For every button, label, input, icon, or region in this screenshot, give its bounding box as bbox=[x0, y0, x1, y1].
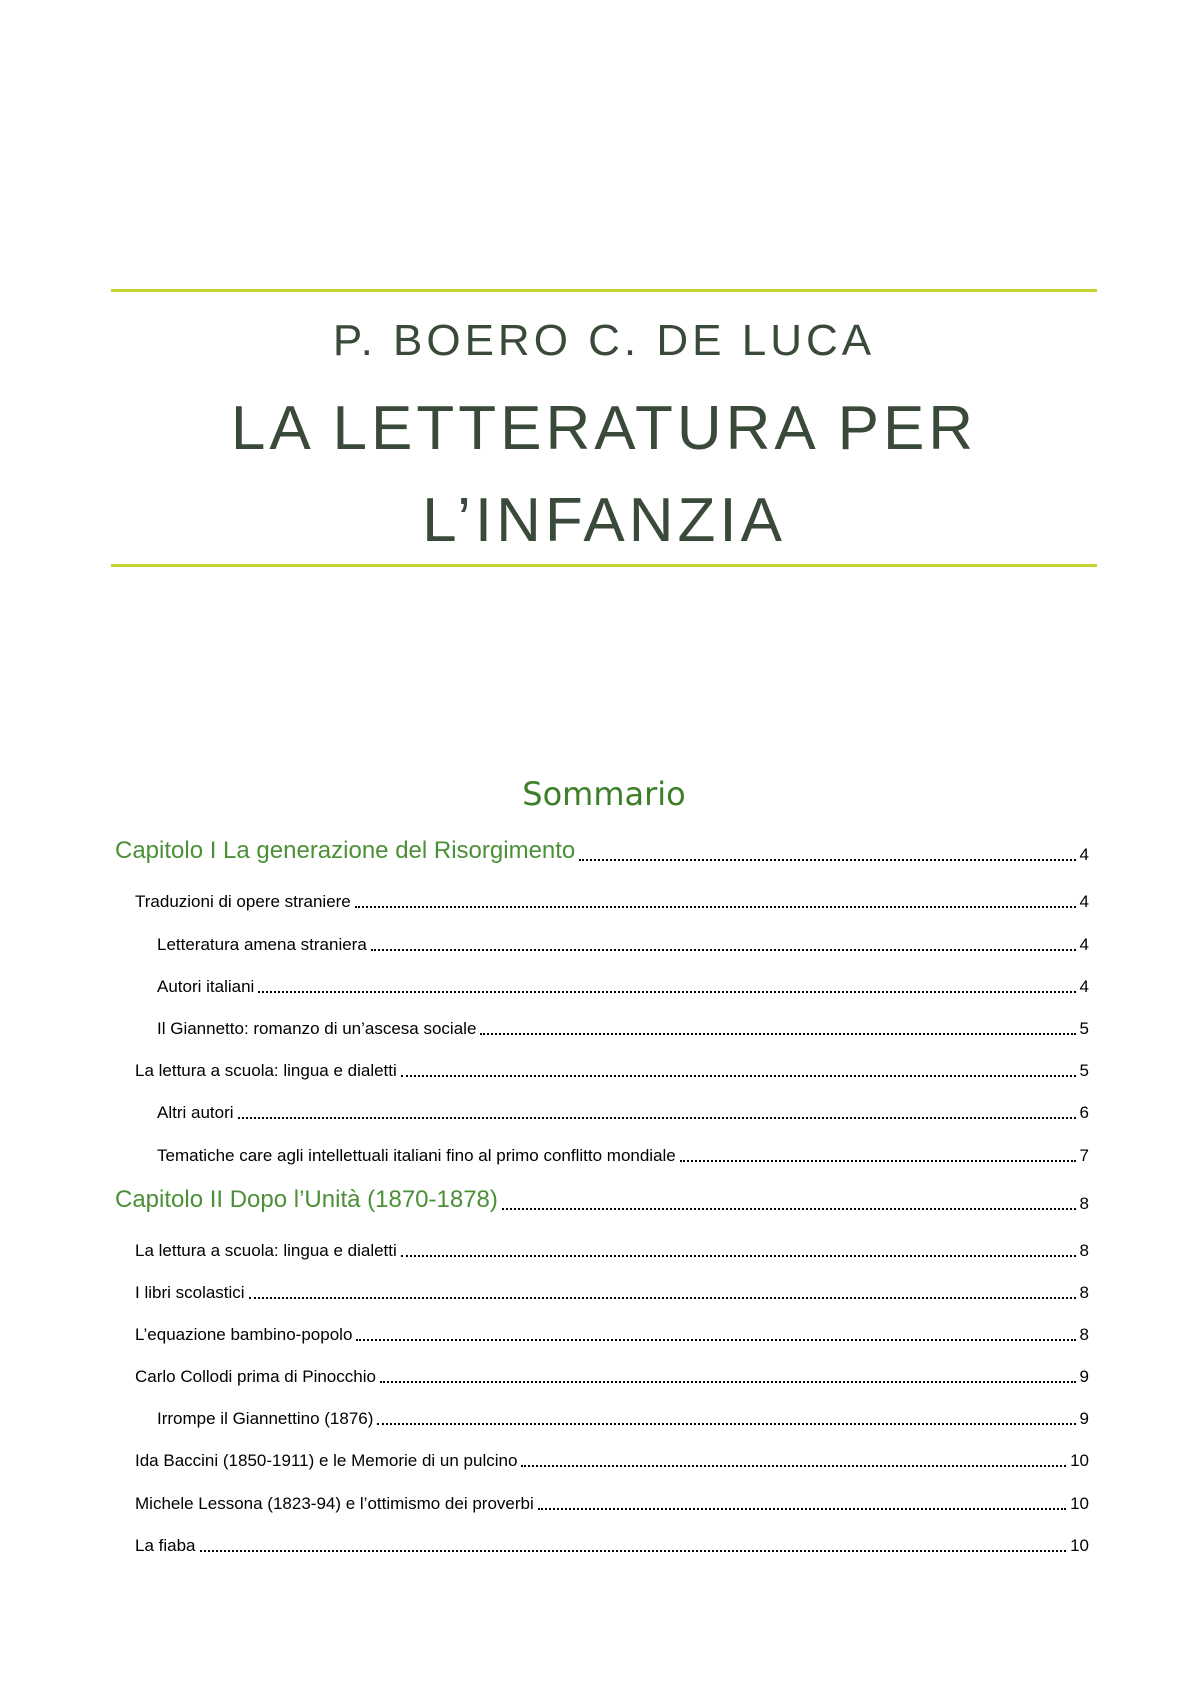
toc-entry[interactable] bbox=[0, 1052, 1200, 1082]
toc-entry-page-number: 8 bbox=[1079, 1283, 1089, 1302]
toc-leader-dots bbox=[200, 1550, 1066, 1552]
toc-entry[interactable] bbox=[0, 1094, 1200, 1124]
toc-heading: Sommario bbox=[522, 775, 686, 813]
toc-entry-label: Letteratura amena straniera bbox=[157, 935, 367, 954]
toc-entry-page-number: 10 bbox=[1070, 1536, 1089, 1555]
toc-entry-label: Carlo Collodi prima di Pinocchio bbox=[135, 1367, 376, 1386]
toc-entry-page-number: 4 bbox=[1079, 935, 1089, 954]
toc-entry-label: Traduzioni di opere straniere bbox=[135, 892, 351, 911]
toc-leader-dots bbox=[401, 1075, 1076, 1077]
toc-entry[interactable] bbox=[0, 1358, 1200, 1388]
title-line-1: LA LETTERATURA PER bbox=[230, 394, 978, 463]
toc-entry[interactable] bbox=[0, 1232, 1200, 1262]
toc-entry-page-number: 9 bbox=[1079, 1367, 1089, 1386]
authors: P. BOERO C. DE LUCA bbox=[332, 316, 876, 365]
toc-entry[interactable] bbox=[0, 1137, 1200, 1167]
toc-entry-page-number: 5 bbox=[1079, 1019, 1089, 1038]
toc-entry-label: Michele Lessona (1823-94) e l’ottimismo dei proverbi bbox=[135, 1494, 534, 1513]
toc-entry[interactable] bbox=[0, 1400, 1200, 1430]
toc-entry-label: Il Giannetto: romanzo di un’ascesa sociale bbox=[157, 1019, 477, 1038]
title-line-2: L’INFANZIA bbox=[422, 486, 786, 555]
toc-entry[interactable] bbox=[0, 1442, 1200, 1472]
toc-entry[interactable] bbox=[0, 1527, 1200, 1557]
toc-leader-dots bbox=[355, 906, 1076, 908]
toc-leader-dots bbox=[680, 1160, 1076, 1162]
toc-entry-label: La fiaba bbox=[135, 1536, 196, 1555]
toc-leader-dots bbox=[480, 1033, 1076, 1035]
toc-entry-page-number: 8 bbox=[1079, 1194, 1089, 1213]
toc-entry-label: L’equazione bambino-popolo bbox=[135, 1325, 353, 1344]
toc-entry-page-number: 10 bbox=[1070, 1494, 1089, 1513]
toc-entry-page-number: 9 bbox=[1079, 1409, 1089, 1428]
toc-leader-dots bbox=[401, 1255, 1076, 1257]
title-top-rule bbox=[111, 289, 1097, 292]
toc-entry[interactable] bbox=[0, 1010, 1200, 1040]
toc-entry-page-number: 8 bbox=[1079, 1325, 1089, 1344]
toc-leader-dots bbox=[579, 859, 1076, 861]
title-bottom-rule bbox=[111, 564, 1097, 567]
toc-entry-label: Irrompe il Giannettino (1876) bbox=[157, 1409, 374, 1428]
toc-entry[interactable] bbox=[0, 1185, 1200, 1215]
document-title bbox=[111, 383, 1097, 567]
toc-entry[interactable] bbox=[0, 1274, 1200, 1304]
toc-leader-dots bbox=[249, 1297, 1076, 1299]
toc-leader-dots bbox=[371, 949, 1076, 951]
toc-leader-dots bbox=[502, 1208, 1076, 1210]
toc-leader-dots bbox=[380, 1381, 1076, 1383]
toc-entry[interactable] bbox=[0, 1316, 1200, 1346]
toc-entry[interactable] bbox=[0, 1485, 1200, 1515]
toc-entry-page-number: 4 bbox=[1079, 977, 1089, 996]
toc-entry-label: La lettura a scuola: lingua e dialetti bbox=[135, 1061, 397, 1080]
toc-entry-label: Altri autori bbox=[157, 1103, 234, 1122]
toc-entry[interactable] bbox=[0, 926, 1200, 956]
toc-entry-label: Autori italiani bbox=[157, 977, 255, 996]
toc-entry-label: Capitolo I La generazione del Risorgimento bbox=[115, 837, 576, 864]
toc-entry-page-number: 6 bbox=[1079, 1103, 1089, 1122]
toc-entry-label: I libri scolastici bbox=[135, 1283, 245, 1302]
toc-leader-dots bbox=[258, 991, 1076, 993]
toc-entry-page-number: 8 bbox=[1079, 1241, 1089, 1260]
toc-entry-label: Ida Baccini (1850-1911) e le Memorie di un pulcino bbox=[135, 1451, 518, 1470]
toc-entry-page-number: 4 bbox=[1079, 845, 1089, 864]
toc-leader-dots bbox=[238, 1117, 1076, 1119]
toc-leader-dots bbox=[538, 1508, 1066, 1510]
toc-entry[interactable] bbox=[0, 968, 1200, 998]
toc-entry-page-number: 5 bbox=[1079, 1061, 1089, 1080]
toc-leader-dots bbox=[377, 1423, 1076, 1425]
toc-entry[interactable] bbox=[0, 883, 1200, 913]
toc-entry[interactable] bbox=[0, 836, 1200, 866]
toc-entry-label: La lettura a scuola: lingua e dialetti bbox=[135, 1241, 397, 1260]
toc-entry-page-number: 7 bbox=[1079, 1146, 1089, 1165]
toc-entry-page-number: 10 bbox=[1070, 1451, 1089, 1470]
toc-entry-label: Tematiche care agli intellettuali italiani fino al primo conflitto mondiale bbox=[157, 1146, 676, 1165]
toc-leader-dots bbox=[356, 1339, 1076, 1341]
toc-entry-label: Capitolo II Dopo l’Unità (1870-1878) bbox=[115, 1186, 498, 1213]
toc-leader-dots bbox=[521, 1465, 1066, 1467]
toc-entry-page-number: 4 bbox=[1079, 892, 1089, 911]
